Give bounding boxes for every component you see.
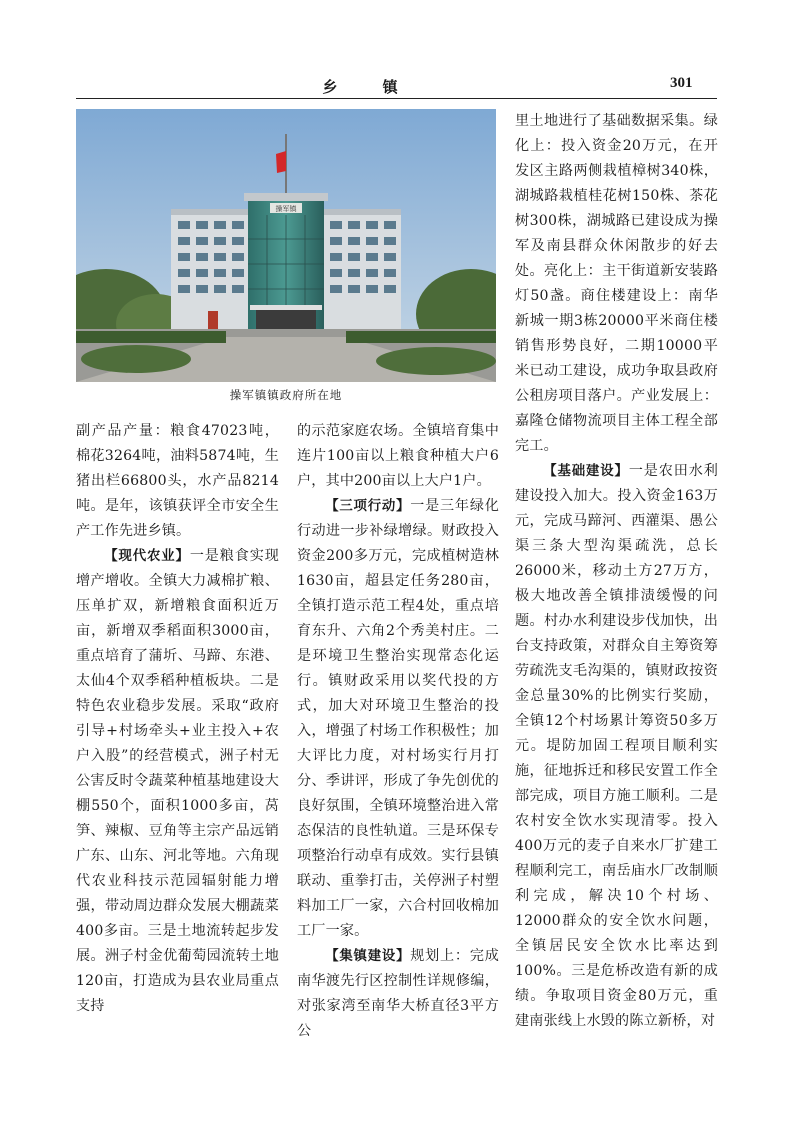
paragraph-text: 规划上：完成南华渡先行区控制性详规修编，对张家湾至南华大桥直径3平方公 [297,948,499,1039]
section-keyword: 【三项行动】 [325,499,411,514]
photo-caption: 操军镇镇政府所在地 [229,388,343,402]
paragraph-text: 一是农田水利建设投入加大。投入资金163万元，完成马蹄河、西灌渠、愚公渠三条大型沟渠疏洗，总长26000米，移动土方27万方，极大地改善全镇排渍缓慢的问题。村办水利建设步伐加快，出台支持政策，对群众自主筹资筹劳疏洗支毛沟渠的，镇财政按资金总量30%的比例实行奖励，全镇12个村场累计筹资50多万元。堤防加固工程项目顺利实施，征地拆迁和移民安置工作全部完成，项目方施工顺利。二是农村安全饮水实现清零。投入400万元的麦子自来水厂扩建工程顺利完工，南岳庙水厂改制顺利完成，解决10个村场、12000群众的安全饮水问题，全镇居民安全饮水比率达到100%。三是危桥改造有新的成绩。争取项目资金80万元，重建南张线上水毁的陈立新桥，对 [515,463,718,1029]
section-keyword: 【现代农业】 [104,549,190,564]
government-building-photo [76,109,496,382]
paragraph-modern-agriculture [76,544,279,1019]
paragraph-text: 一是三年绿化行动进一步补绿增绿。财政投入资金200多万元，完成植树造林1630亩，超县定任务280亩，全镇打造示范工程4处，重点培育东升、六角2个秀美村庄。二是环境卫生整治实现常态化运行。镇财政采用以奖代投的方式，加大对环境卫生整治的投入，增强了村场工作积极性；加大评比力度，对村场实行月打分、季讲评，形成了争先创优的良好氛围，全镇环境整治进入常态保洁的良性轨道。三是环保专项整治行动卓有成效。实行县镇联动、重拳打击，关停洲子村塑料加工厂一家，六合村回收棉加工厂一家。 [297,498,499,939]
paragraph-text: 一是粮食实现增产增收。全镇大力减棉扩粮、压单扩双，新增粮食面积近万亩，新增双季稻面积3000亩，重点培育了蒲圻、马蹄、东港、太仙4个双季稻种植板块。二是特色农业稳步发展。采取“政府引导+村场牵头+业主投入+农户入股”的经营模式，洲子村无公害反时令蔬菜种植基地建设大棚550个，面积1000多亩，莴笋、辣椒、豆角等主宗产品远销广东、山东、河北等地。六角现代农业科技示范园辐射能力增强，带动周边群众发展大棚蔬菜400多亩。三是土地流转起步发展。洲子村金优葡萄园流转土地120亩，打造成为县农业局重点支持 [76,548,279,1014]
paragraph-three-actions [297,494,499,944]
paragraph-land-survey: 里土地进行了基础数据采集。绿化上：投入资金20万元，在开发区主路两侧栽植樟树340株，湖城路栽植桂花树150株、茶花树300株，湖城路已建设成为操军及南县群众休闲散步的好去处。亮化上：主干街道新安装路灯50盏。商住楼建设上：南华新城一期3栋20000平米商住楼销售形势良好，二期10000平米已动工建设，成功争取县政府公租房项目落户。产业发展上：嘉隆仓储物流项目主体工程全部完工。 [515,113,718,454]
paragraph-production: 副产品产量：粮食47023吨，棉花3264吨，油料5874吨，生猪出栏66800头，水产品8214吨。是年，该镇获评全市安全生产工作先进乡镇。 [76,423,279,539]
paragraph-town-construction [297,944,499,1044]
page-header-title: 乡 镇 [322,78,418,96]
paragraph-infrastructure [515,459,718,1034]
right-column [515,109,718,1034]
left-column [76,419,279,1019]
paragraph-demo-farm: 的示范家庭农场。全镇培育集中连片100亩以上粮食种植大户6户，其中200亩以上大户1户。 [297,423,499,489]
middle-column [297,419,499,1044]
section-keyword: 【基础建设】 [543,464,629,479]
section-keyword: 【集镇建设】 [325,949,411,964]
building-sign-text: 操军镇 [275,205,297,213]
header-rule [76,98,717,99]
page-number: 301 [670,75,693,91]
